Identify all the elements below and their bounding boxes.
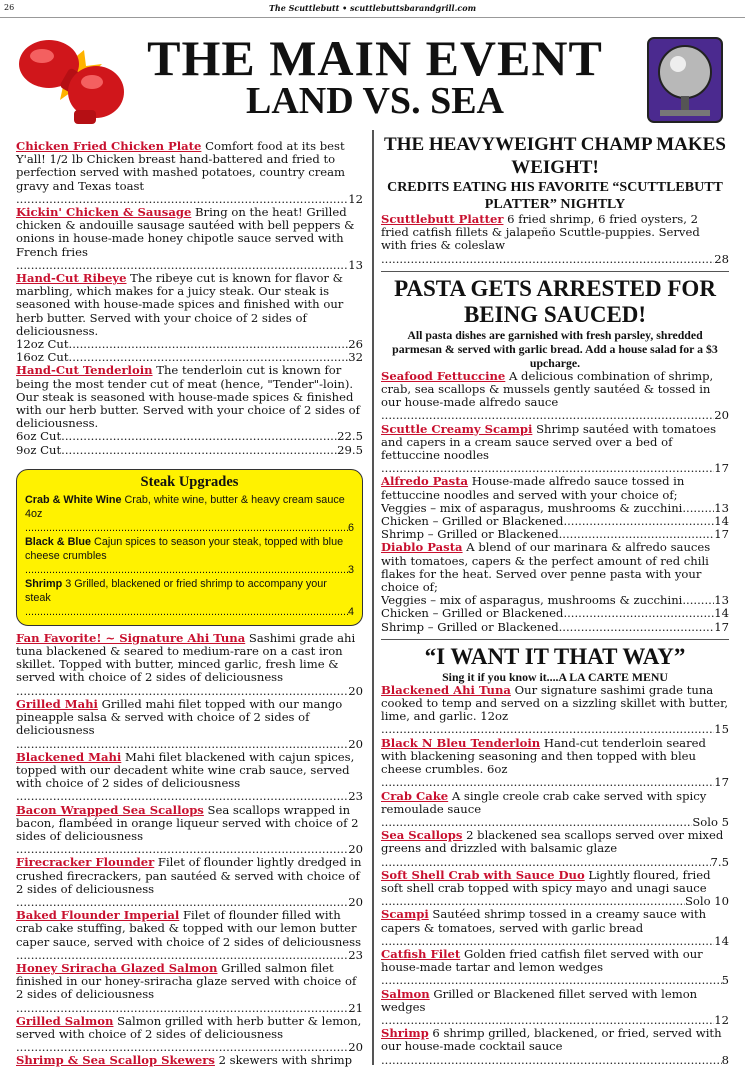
menu-item: Crab Cake A single creole crab cake served with spicy remoulade sauce ..... Solo 5 <box>381 790 729 830</box>
menu-item: Kickin' Chicken & Sausage Bring on the heat! Grilled chicken & andouille sausage sautéed with bell peppers & onions in house-made honey chipotle sauce served with French fries ..... 13 <box>16 206 363 272</box>
menu-item: Baked Flounder Imperial Filet of flounder filled with crab cake stuffing, baked & topped with our lemon butter caper sauce, served with choice of 2 sides of deliciousness ..... 23 <box>16 909 363 962</box>
publication-info: The Scuttlebutt • scuttlebuttsbarandgrill.com <box>268 3 477 13</box>
price-row: 16oz Cut ..... 32 <box>16 351 363 364</box>
menu-item: Blackened Mahi Mahi filet blackened with cajun spices, topped with our decadent white wine crab sauce, served with choice of 2 sides of deliciousness ..... 23 <box>16 751 363 804</box>
menu-item: Hand-Cut Tenderloin The tenderloin cut is known for being the most tender cut of meat (hence, "Tender"-loin). Our steak is seasoned with house-made spices & finished with our herb butter. Served with your choice of 2 sides of deliciousness. <box>16 363 360 431</box>
menu-item: Black N Bleu Tenderloin Hand-cut tenderloin seared with blackening seasoning and then topped with bleu cheese crumbles. 6oz ..... 17 <box>381 737 729 790</box>
champ-subheading: CREDITS EATING HIS FAVORITE “SCUTTLEBUTT PLATTER” NIGHTLY <box>387 180 723 212</box>
menu-item: Bacon Wrapped Sea Scallops Sea scallops wrapped in bacon, flambéed in orange liqueur served with choice of 2 sides of deliciousness ..... 20 <box>16 804 363 857</box>
upgrade-item: Crab & White Wine Crab, white wine, butter & heavy cream sauce 4oz ..... 6 <box>25 493 354 535</box>
menu-item: Grilled Salmon Salmon grilled with herb butter & lemon, served with choice of 2 sides of deliciousness ..... 20 <box>16 1015 363 1055</box>
menu-item: Scuttle Creamy Scampi Shrimp sautéed with tomatoes and capers in a cream sauce served over a bed of fettuccine noodles ..... 17 <box>381 423 729 476</box>
pasta-heading: PASTA GETS ARRESTED FOR BEING SAUCED! <box>394 275 716 327</box>
menu-item: Grilled Mahi Grilled mahi filet topped with our mango pineapple salsa & served with choice of 2 sides of deliciousness ..... 20 <box>16 698 363 751</box>
price-row: 12oz Cut ..... 26 <box>16 338 363 351</box>
price-row: Veggies – mix of asparagus, mushrooms & zucchini ..... 13 <box>381 594 729 607</box>
upgrade-item: Shrimp 3 Grilled, blackened or fried shrimp to accompany your steak ..... 4 <box>25 577 354 619</box>
menu-item: Seafood Fettuccine A delicious combination of shrimp, crab, sea scallops & mussels gently sautéed & tossed in our house-made alfredo sauce ..... 20 <box>381 370 729 423</box>
menu-item: Hand-Cut Ribeye The ribeye cut is known for flavor & marbling, which makes for a juicy steak. Our steak is seasoned with house-made spices and finished with our herb butter. Served with your choice of 2 sides of deliciousness. <box>16 271 344 338</box>
page-title: THE MAIN EVENT <box>147 30 603 86</box>
menu-item: Sea Scallops 2 blackened sea scallops served over mixed greens and drizzled with balsamic glaze ..... 7.5 <box>381 829 729 869</box>
page-subtitle: LAND VS. SEA <box>246 80 504 122</box>
top-bar <box>0 0 745 18</box>
menu-item: Chicken Fried Chicken Plate Comfort food at its best Y'all! 1/2 lb Chicken breast hand-battered and fried to perfection served with mashed potatoes, country cream gravy and Texas toast ..... 12 <box>16 140 363 206</box>
price-row: Shrimp – Grilled or Blackened ..... 17 <box>381 621 729 634</box>
menu-item: Honey Sriracha Glazed Salmon Grilled salmon filet finished in our honey-sriracha glaze served with choice of 2 sides of deliciousness ..... 21 <box>16 962 363 1015</box>
menu-item: Scuttlebutt Platter 6 fried shrimp, 6 fried oysters, 2 fried catfish fillets & jalapeño Scuttle-puppies. Served with fries & coleslaw ..... 28 <box>381 213 729 266</box>
price-row: Shrimp – Grilled or Blackened ..... 17 <box>381 528 729 541</box>
menu-item: Catfish Filet Golden fried catfish filet served with our house-made tartar and lemon wedges ..... 5 <box>381 948 729 988</box>
menu-item: Blackened Ahi Tuna Our signature sashimi grade tuna cooked to temp and served on a sizzling skillet with butter, lime, and garlic. 12oz ..... 15 <box>381 684 729 737</box>
upgrade-item: Black & Blue Cajun spices to season your steak, topped with blue cheese crumbles ..... 3 <box>25 535 354 577</box>
left-column <box>16 140 363 1067</box>
menu-item: Firecracker Flounder Filet of flounder lightly dredged in crushed firecrackers, pan sautéed & served with choice of 2 sides of deliciousness ..... 20 <box>16 856 363 909</box>
section-divider <box>381 271 729 272</box>
menu-item: Soft Shell Crab with Sauce Duo Lightly floured, fried soft shell crab topped with spicy mayo and unagi sauce ..... Solo 10 <box>381 869 729 909</box>
price-row: Veggies – mix of asparagus, mushrooms & zucchini ..... 13 <box>381 502 729 515</box>
upgrades-title: Steak Upgrades <box>140 473 239 490</box>
menu-item: Fan Favorite! ~ Signature Ahi Tuna Sashimi grade ahi tuna blackened & seared to medium-rare on a cast iron skillet. Topped with butter, minced garlic, fresh lime & served with choice of 2 sides of deliciousness ..... 20 <box>16 632 363 698</box>
champ-heading: THE HEAVYWEIGHT CHAMP MAKES WEIGHT! <box>384 134 726 178</box>
page-number: 26 <box>4 3 15 12</box>
alacarte-heading: “I WANT IT THAT WAY” <box>424 643 686 669</box>
alacarte-subheading: Sing it if you know it....A LA CARTE MENU <box>442 669 668 684</box>
price-row: 6oz Cut ..... 22.5 <box>16 430 363 443</box>
steak-upgrades-box <box>16 469 363 626</box>
section-divider <box>381 639 729 640</box>
column-divider <box>372 130 374 1065</box>
menu-item: Scampi Sautéed shrimp tossed in a creamy sauce with capers & tomatoes, served with garlic bread ..... 14 <box>381 908 729 948</box>
pasta-note: All pasta dishes are garnished with fresh parsley, shredded parmesan & served with garlic bread. Add a house salad for a $3 upcharge. <box>392 327 718 370</box>
menu-item: Salmon Grilled or Blackened fillet served with lemon wedges ..... 12 <box>381 988 729 1028</box>
menu-item: Diablo Pasta A blend of our marinara & alfredo sauces with tomatoes, capers & the perfect amount of red chili flakes for the heat. Served over penne pasta with your choice of; <box>381 540 711 595</box>
price-row: 9oz Cut ..... 29.5 <box>16 444 363 457</box>
price-row: Chicken – Grilled or Blackened ..... 14 <box>381 607 729 620</box>
menu-item: Shrimp 6 shrimp grilled, blackened, or fried, served with our house-made cocktail sauce ..... 8 <box>381 1027 729 1067</box>
menu-item: Alfredo Pasta House-made alfredo sauce tossed in fettuccine noodles and served with your choice of; <box>381 474 685 502</box>
price-row: Chicken – Grilled or Blackened ..... 14 <box>381 515 729 528</box>
menu-item: Shrimp & Sea Scallop Skewers 2 skewers with shrimp <box>16 1053 353 1067</box>
right-column <box>381 133 729 1067</box>
